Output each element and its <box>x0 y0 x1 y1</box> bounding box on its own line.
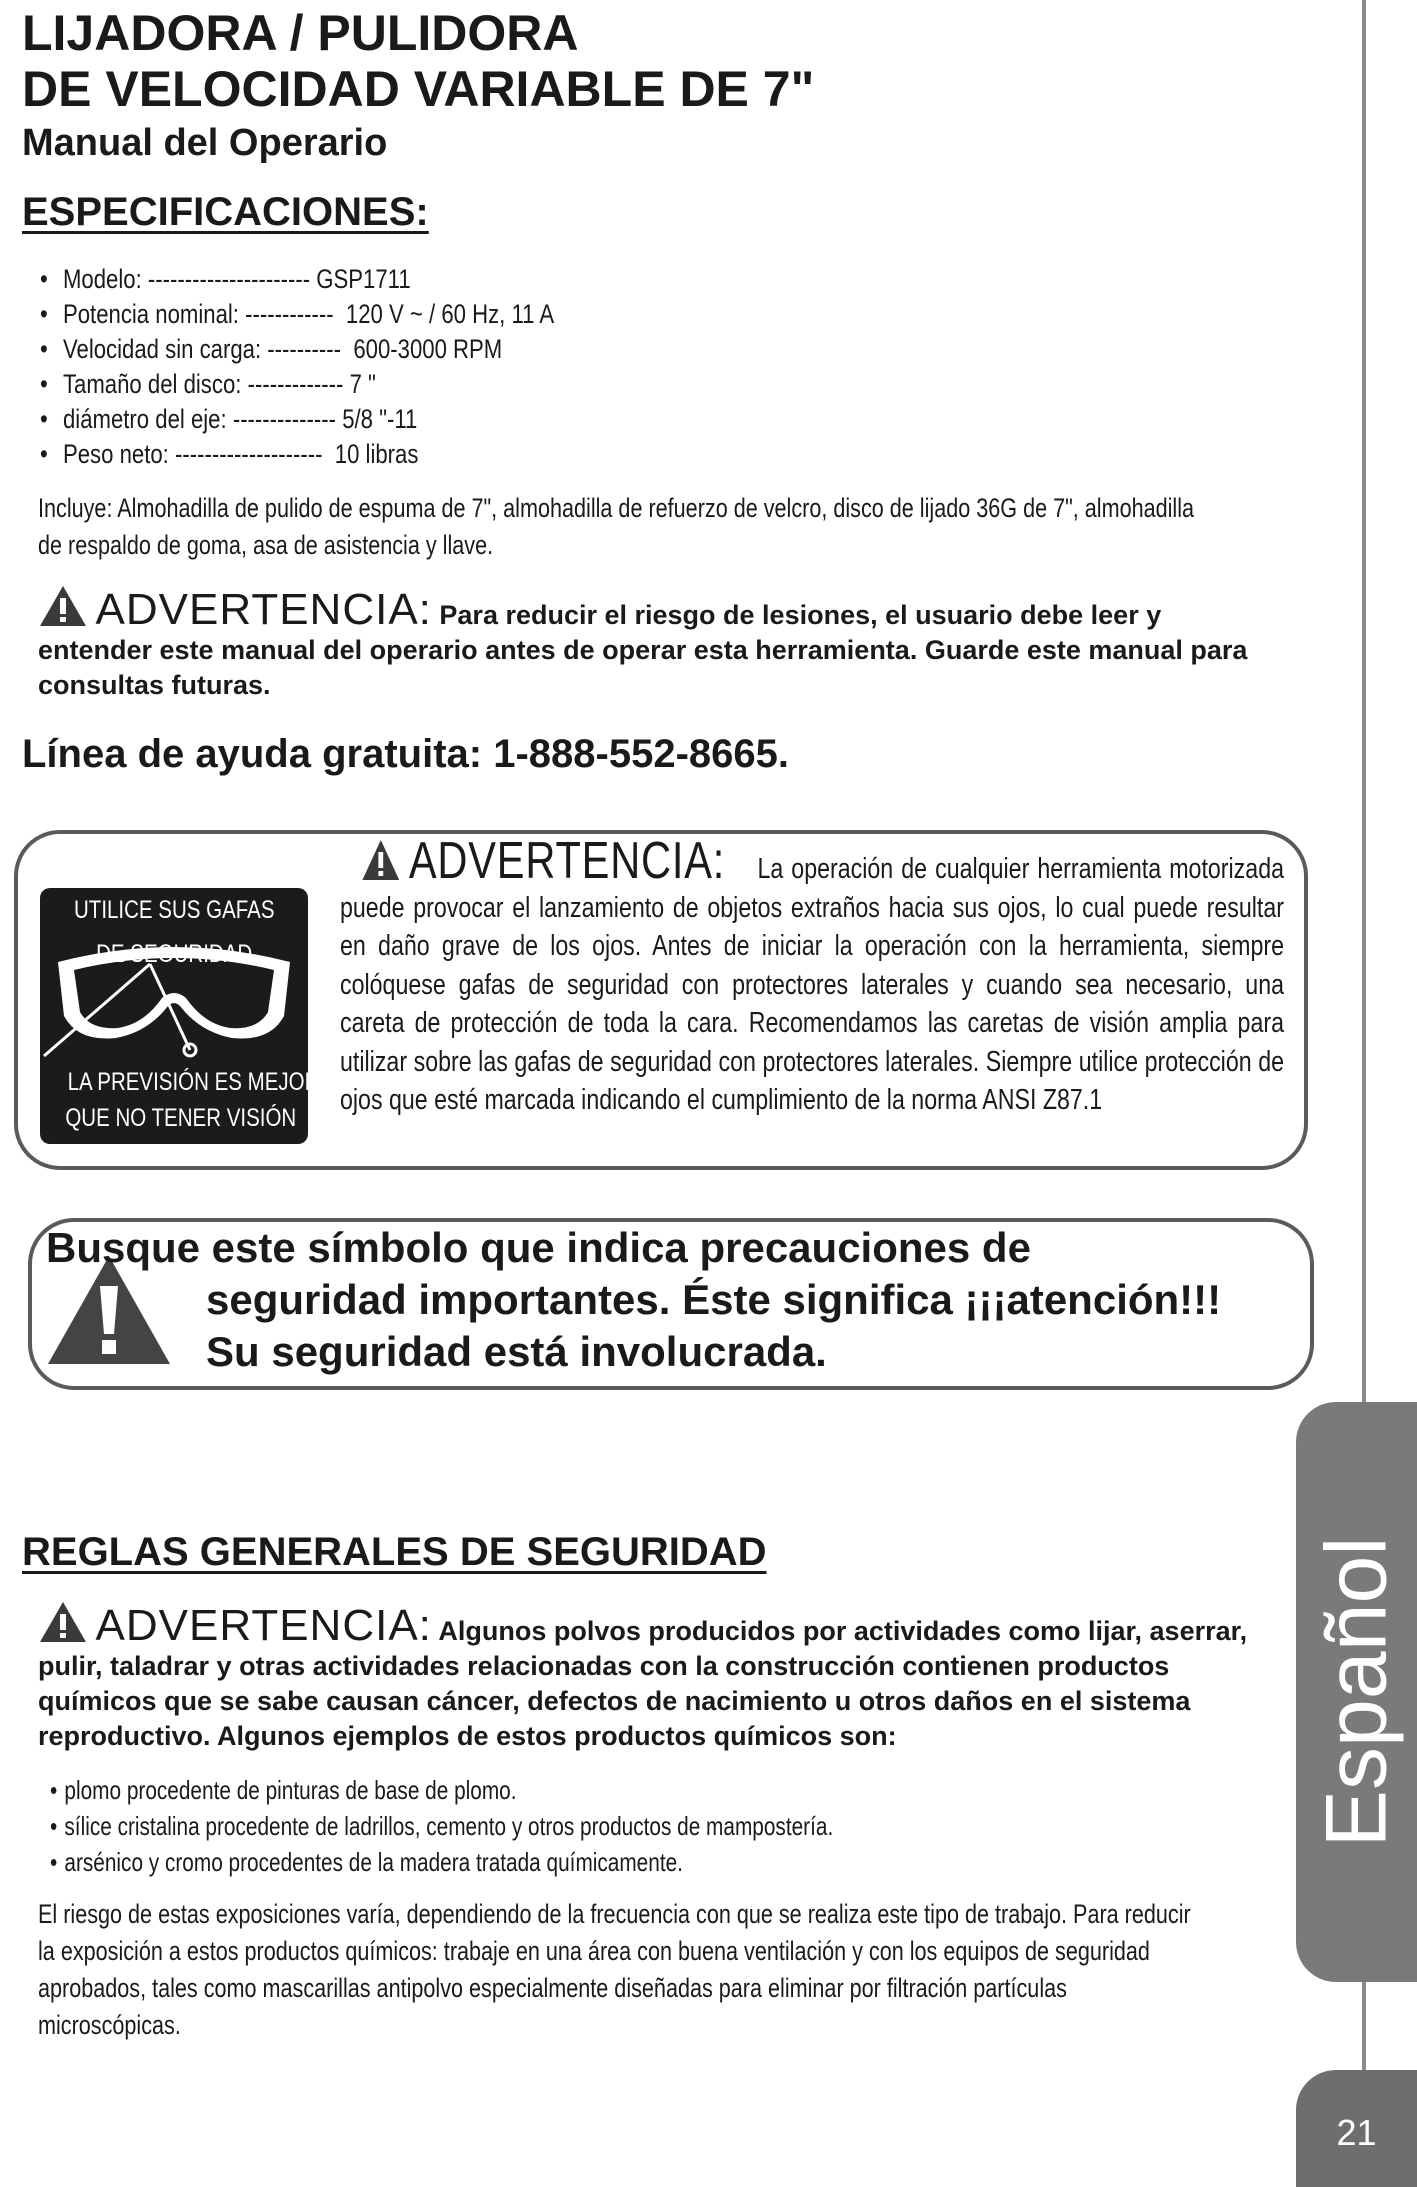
list-item: • arsénico y cromo procedentes de la madera tratada químicamente. <box>50 1847 683 1877</box>
rules-warning-first: Algunos polvos producidos por actividades como lijar, <box>438 1616 1143 1646</box>
safety-goggles-badge <box>40 888 320 1144</box>
warning-triangle-icon <box>38 1600 88 1644</box>
eye-warning-text <box>340 832 1284 1120</box>
helpline: Línea de ayuda gratuita: 1-888-552-8665. <box>22 732 789 776</box>
warning-paragraph-2 <box>38 1600 1258 1754</box>
title-line-2: DE VELOCIDAD VARIABLE DE 7" <box>22 61 815 117</box>
spec-item: • Peso neto: -------------------- 10 libras <box>40 439 419 469</box>
subtitle: Manual del Operario <box>22 122 388 164</box>
closing-paragraph: El riesgo de estas exposiciones varía, dependiendo de la frecuencia con que se realiza este tipo de trabajo. Para reducir la exposición a estos productos químicos: trabaje en una área con buena ventilación y con los equipos de seguridad aprobados, tales como mascarillas antipolvo especialmente diseñadas para eliminar por filtración partículas microscópicas. <box>38 1899 1191 2040</box>
spec-item: • Modelo: ---------------------- GSP1711 <box>40 264 411 294</box>
spec-item: • Tamaño del disco: ------------- 7 " <box>40 369 376 399</box>
language-tab-label: Español <box>1308 1536 1405 1848</box>
specs-heading: ESPECIFICACIONES: <box>22 190 429 234</box>
badge-bottom-line-2: QUE NO TENER VISIÓN <box>65 1104 297 1132</box>
rules-warning-rest: aserrar, pulir, taladrar y otras actividades relacionadas con la construcción contienen productos químicos que se sabe causan cáncer, defectos de nacimiento u otros daños en el sistema reproductivo. Algunos ejemplos de estos productos químicos son: <box>38 1616 1248 1751</box>
symbol-info-line-3: Su seguridad está involucrada. <box>206 1328 827 1375</box>
symbol-info-text <box>46 1222 1221 1378</box>
spec-item: • diámetro del eje: -------------- 5/8 "-11 <box>40 404 418 434</box>
badge-bottom-line-1: LA PREVISIÓN ES MEJOR <box>67 1068 320 1096</box>
badge-top-line-2: DE SEGURIDAD <box>95 940 253 968</box>
warning-label: ADVERTENCIA: <box>95 585 432 634</box>
spec-item: • Velocidad sin carga: ---------- 600-3000 RPM <box>40 334 503 364</box>
list-item: • sílice cristalina procedente de ladrillos, cemento y otros productos de mampostería. <box>50 1811 834 1841</box>
rules-warning-label: ADVERTENCIA: <box>95 1601 432 1650</box>
includes-paragraph: Incluye: Almohadilla de pulido de espuma de 7", almohadilla de refuerzo de velcro, disco de lijado 36G de 7", almohadilla de respaldo de goma, asa de asistencia y llave. <box>38 493 1195 560</box>
eye-warning-label: ADVERTENCIA: <box>408 832 726 890</box>
specs-list <box>40 262 667 472</box>
warning-triangle-icon <box>38 584 88 628</box>
chemicals-list <box>50 1772 1029 1880</box>
eye-warning-body: La operación de cualquier herramienta motorizada puede provocar el lanzamiento de objetos extraños hacia sus ojos, lo cual puede resultar en daño grave de los ojos. Antes de iniciar la operación con la herramienta, siempre colóquese gafas de seguridad con protectores laterales y cuando sea necesario, una careta de protección de toda la cara. Recomendamos las caretas de visión amplia para utilizar sobre las gafas de seguridad con protectores laterales. Siempre utilice protección de ojos que esté marcada indicando el cumplimiento de la norma ANSI Z87.1 <box>340 853 1284 1116</box>
title-line-1: LIJADORA / PULIDORA <box>22 5 579 61</box>
warning-text-first: Para reducir el riesgo de lesiones, el usuario debe leer <box>439 600 1139 630</box>
page-number: 21 <box>1336 2112 1377 2153</box>
list-item: • plomo procedente de pinturas de base de plomo. <box>50 1775 517 1805</box>
warning-text-rest: y entender este manual del operario antes de operar esta herramienta. Guarde este manual para consultas futuras. <box>38 600 1248 700</box>
symbol-info-line-1: Busque este símbolo que indica precauciones de <box>46 1224 1031 1271</box>
badge-top-line-1: UTILICE SUS GAFAS <box>73 896 275 924</box>
spec-item: • Potencia nominal: ------------ 120 V ~ / 60 Hz, 11 A <box>40 299 555 329</box>
rules-heading: REGLAS GENERALES DE SEGURIDAD <box>22 1530 767 1574</box>
warning-triangle-icon <box>361 838 401 882</box>
symbol-info-line-2: seguridad importantes. Éste significa ¡¡¡atención!!! <box>206 1276 1222 1323</box>
warning-paragraph-1 <box>38 584 1258 703</box>
